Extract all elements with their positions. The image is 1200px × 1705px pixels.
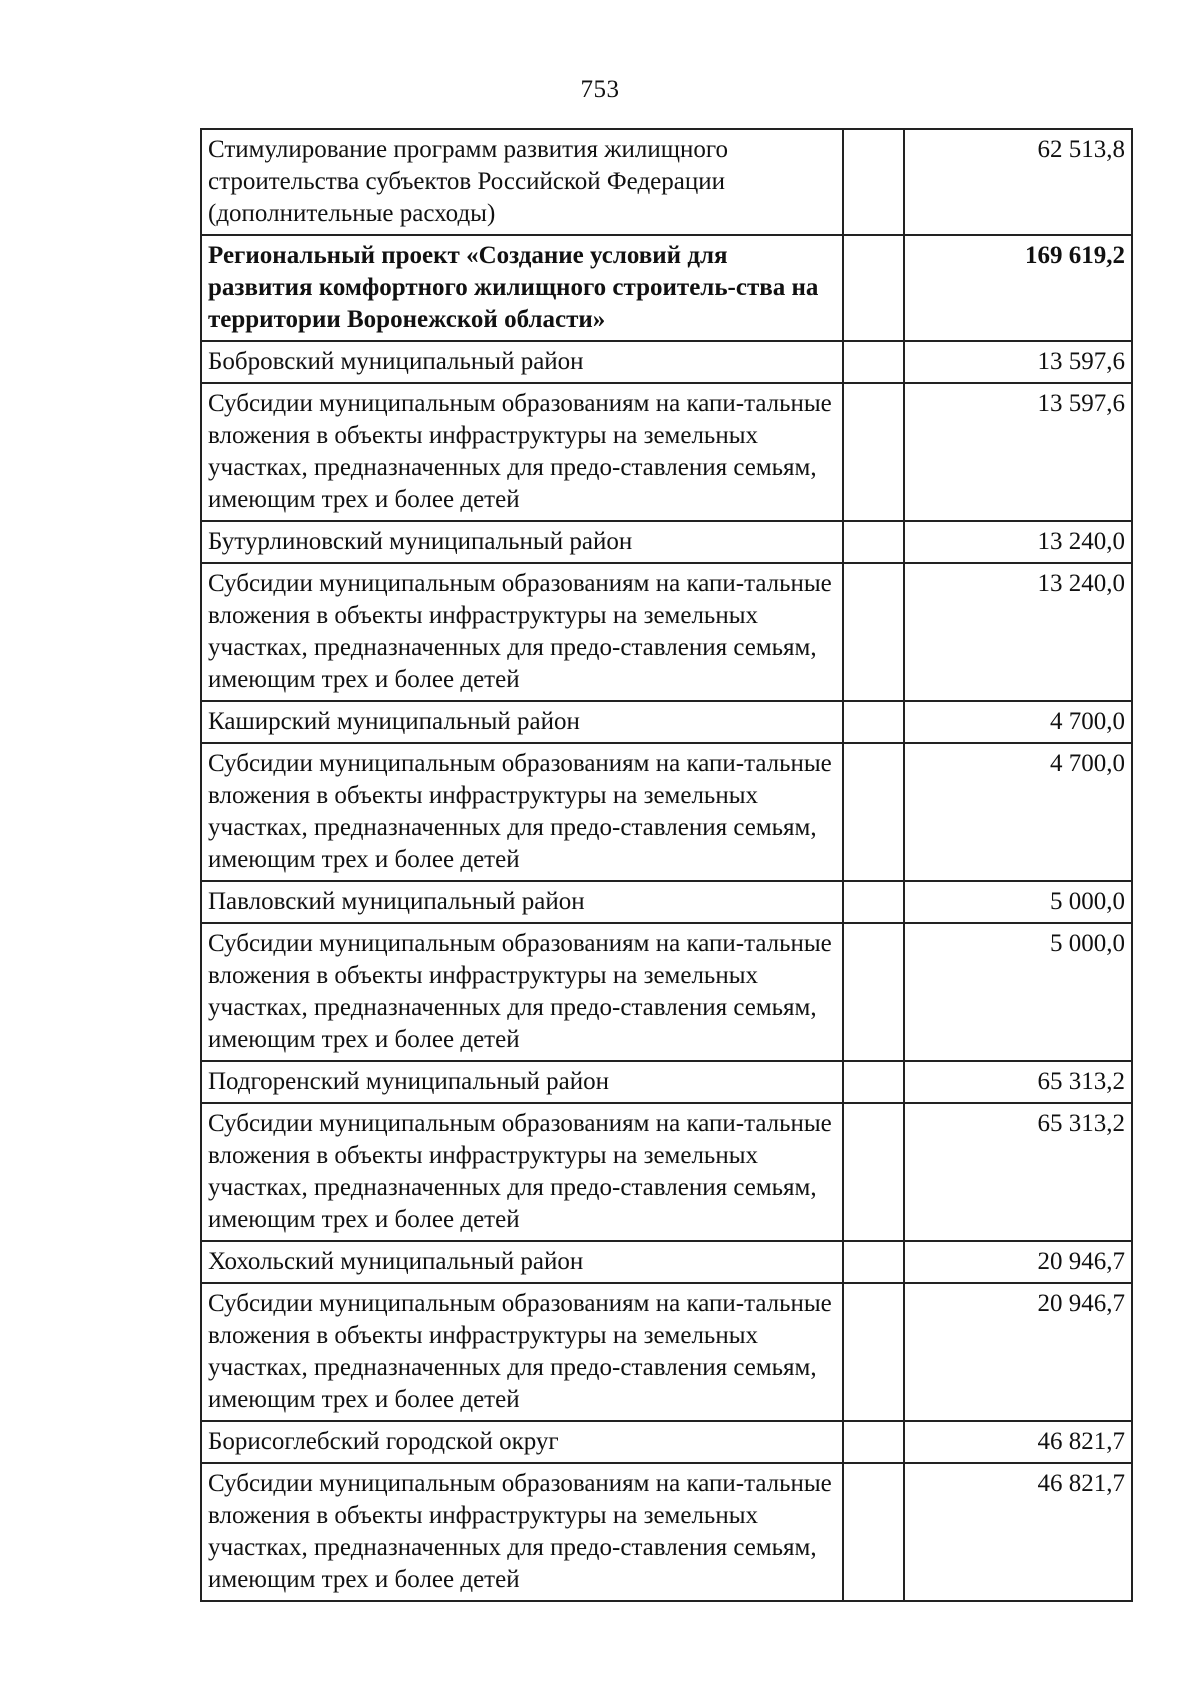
budget-table — [200, 128, 1133, 1602]
row-empty-cell — [843, 1061, 904, 1103]
row-amount-cell: 20 946,7 — [904, 1283, 1132, 1421]
row-amount-cell: 20 946,7 — [904, 1241, 1132, 1283]
row-empty-cell — [843, 881, 904, 923]
row-name-cell: Субсидии муниципальным образованиям на капи-тальные вложения в объекты инфраструктуры на земельных участках, предназначенных для предо-ставления семьям, имеющим трех и более детей — [201, 1103, 843, 1241]
row-name-cell: Павловский муниципальный район — [201, 881, 843, 923]
row-empty-cell — [843, 341, 904, 383]
row-amount-cell: 46 821,7 — [904, 1463, 1132, 1601]
table-row — [201, 129, 1132, 235]
row-name-cell: Субсидии муниципальным образованиям на капи-тальные вложения в объекты инфраструктуры на земельных участках, предназначенных для предо-ставления семьям, имеющим трех и более детей — [201, 1283, 843, 1421]
row-empty-cell — [843, 383, 904, 521]
row-amount-cell: 65 313,2 — [904, 1061, 1132, 1103]
table-row — [201, 521, 1132, 563]
row-amount-cell: 65 313,2 — [904, 1103, 1132, 1241]
row-name-cell: Бобровский муниципальный район — [201, 341, 843, 383]
table-row — [201, 1283, 1132, 1421]
row-amount-cell: 13 597,6 — [904, 341, 1132, 383]
row-name-cell: Стимулирование программ развития жилищного строительства субъектов Российской Федерации (дополнительные расходы) — [201, 129, 843, 235]
row-name-cell: Региональный проект «Создание условий для развития комфортного жилищного строитель-ства на территории Воронежской области» — [201, 235, 843, 341]
row-empty-cell — [843, 235, 904, 341]
row-name-cell: Каширский муниципальный район — [201, 701, 843, 743]
row-amount-cell: 13 240,0 — [904, 563, 1132, 701]
table-row — [201, 341, 1132, 383]
table-row — [201, 1103, 1132, 1241]
row-amount-cell: 46 821,7 — [904, 1421, 1132, 1463]
table-row — [201, 881, 1132, 923]
row-amount-cell: 62 513,8 — [904, 129, 1132, 235]
row-name-cell: Субсидии муниципальным образованиям на капи-тальные вложения в объекты инфраструктуры на земельных участках, предназначенных для предо-ставления семьям, имеющим трех и более детей — [201, 383, 843, 521]
row-empty-cell — [843, 743, 904, 881]
row-amount-cell: 5 000,0 — [904, 923, 1132, 1061]
row-name-cell: Субсидии муниципальным образованиям на капи-тальные вложения в объекты инфраструктуры на земельных участках, предназначенных для предо-ставления семьям, имеющим трех и более детей — [201, 1463, 843, 1601]
row-amount-cell: 169 619,2 — [904, 235, 1132, 341]
row-empty-cell — [843, 923, 904, 1061]
row-amount-cell: 5 000,0 — [904, 881, 1132, 923]
row-empty-cell — [843, 563, 904, 701]
row-name-cell: Субсидии муниципальным образованиям на капи-тальные вложения в объекты инфраструктуры на земельных участках, предназначенных для предо-ставления семьям, имеющим трех и более детей — [201, 563, 843, 701]
row-empty-cell — [843, 701, 904, 743]
row-name-cell: Бутурлиновский муниципальный район — [201, 521, 843, 563]
row-amount-cell: 4 700,0 — [904, 701, 1132, 743]
table-row — [201, 235, 1132, 341]
table-row — [201, 1241, 1132, 1283]
row-amount-cell: 4 700,0 — [904, 743, 1132, 881]
row-empty-cell — [843, 1103, 904, 1241]
table-row — [201, 743, 1132, 881]
row-amount-cell: 13 597,6 — [904, 383, 1132, 521]
row-name-cell: Хохольский муниципальный район — [201, 1241, 843, 1283]
row-empty-cell — [843, 129, 904, 235]
table-row — [201, 923, 1132, 1061]
table-row — [201, 701, 1132, 743]
row-amount-cell: 13 240,0 — [904, 521, 1132, 563]
table-row — [201, 563, 1132, 701]
table-row — [201, 383, 1132, 521]
budget-table-body — [201, 129, 1132, 1601]
row-empty-cell — [843, 1463, 904, 1601]
row-name-cell: Субсидии муниципальным образованиям на капи-тальные вложения в объекты инфраструктуры на земельных участках, предназначенных для предо-ставления семьям, имеющим трех и более детей — [201, 743, 843, 881]
row-empty-cell — [843, 521, 904, 563]
row-empty-cell — [843, 1283, 904, 1421]
row-empty-cell — [843, 1241, 904, 1283]
table-row — [201, 1061, 1132, 1103]
row-name-cell: Борисоглебский городской округ — [201, 1421, 843, 1463]
row-name-cell: Подгоренский муниципальный район — [201, 1061, 843, 1103]
table-row — [201, 1421, 1132, 1463]
row-name-cell: Субсидии муниципальным образованиям на капи-тальные вложения в объекты инфраструктуры на земельных участках, предназначенных для предо-ставления семьям, имеющим трех и более детей — [201, 923, 843, 1061]
row-empty-cell — [843, 1421, 904, 1463]
page-number: 753 — [580, 76, 620, 103]
table-row — [201, 1463, 1132, 1601]
